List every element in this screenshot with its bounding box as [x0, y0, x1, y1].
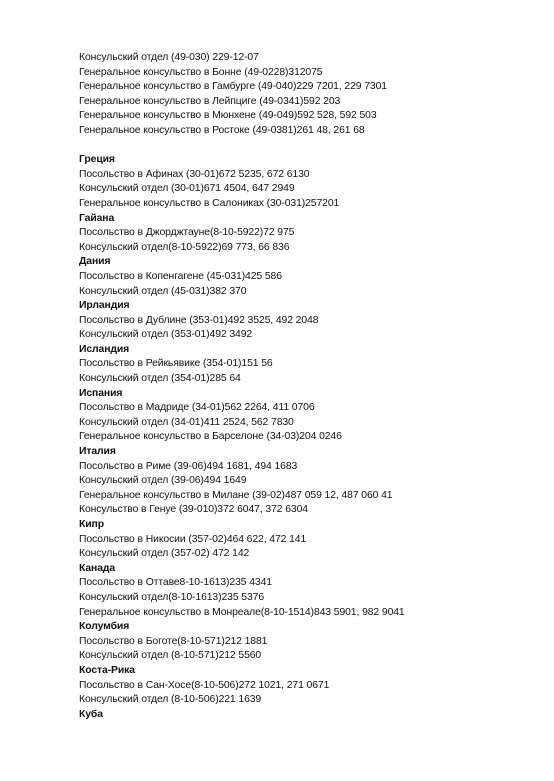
- text-line: Генеральное консульство в Ростоке (49-0381)261 48, 261 68: [79, 124, 365, 136]
- country-heading: Коста-Рика: [79, 664, 135, 676]
- country-heading: Гайана: [79, 212, 115, 224]
- country-heading: Испания: [79, 387, 123, 399]
- text-line: Генеральное консульство в Мюнхене (49-049)592 528, 592 503: [79, 110, 377, 122]
- text-line: Посольство в Риме (39-06)494 1681, 494 1683: [79, 460, 298, 472]
- country-heading: Кипр: [79, 519, 104, 530]
- text-line: Консульский отдел (8-10-506)221 1639: [79, 694, 262, 706]
- text-line: Консульский отдел (353-01)492 3492: [79, 329, 253, 341]
- country-section: [79, 708, 539, 723]
- text-line: Консульский отдел (30-01)671 4504, 647 2949: [79, 183, 295, 195]
- text-line: Посольство в Копенгагене (45-031)425 586: [79, 270, 282, 282]
- text-line: Генеральное консульство в Барселоне (34-03)204 0246: [79, 431, 342, 443]
- country-section: [79, 518, 539, 562]
- text-line: Консульский отдел (34-01)411 2524, 562 7830: [79, 416, 294, 428]
- country-heading: Колумбия: [79, 621, 130, 633]
- text-line: Консульский отдел (8-10-571)212 5560: [79, 650, 262, 662]
- country-section: [79, 445, 539, 518]
- text-line: Консульство в Генуе (39-010)372 6047, 372 6304: [79, 504, 308, 516]
- document-page: [79, 51, 539, 722]
- country-heading: Куба: [79, 708, 103, 720]
- country-section: [79, 153, 539, 211]
- text-line: Посольство в Никосии (357-02)464 622, 472 141: [79, 533, 307, 545]
- text-line: Генеральное консульство в Бонне (49-0228)312075: [79, 66, 323, 78]
- text-line: Консульский отдел(8-10-1613)235 5376: [79, 591, 264, 603]
- text-line: Генеральное консульство в Лейпциге (49-0341)592 203: [79, 95, 341, 107]
- country-section: [79, 255, 539, 299]
- country-heading: Дания: [79, 256, 111, 268]
- country-heading: Италия: [79, 446, 116, 458]
- text-line: Посольство в Мадриде (34-01)562 2264, 411 0706: [79, 402, 315, 414]
- country-heading: Исландия: [79, 343, 130, 355]
- country-sections: [79, 153, 539, 722]
- country-section: [79, 562, 539, 620]
- text-line: Посольство в Афинах (30-01)672 5235, 672 6130: [79, 168, 310, 180]
- text-line: Генеральное консульство в Монреале(8-10-1514)843 5901, 982 9041: [79, 606, 405, 618]
- text-line: Посольство в Оттаве8-10-1613)235 4341: [79, 577, 272, 589]
- text-line: Генеральное консульство в Гамбурге (49-040)229 7201, 229 7301: [79, 81, 387, 93]
- country-section: [79, 387, 539, 445]
- country-heading: Ирландия: [79, 300, 130, 312]
- intro-block: [79, 51, 539, 139]
- text-line: Посольство в Рейкьявике (354-01)151 56: [79, 358, 273, 370]
- text-line: Консульский отдел (354-01)285 64: [79, 373, 241, 385]
- country-heading: Канада: [79, 562, 116, 574]
- text-line: Посольство в Боготе(8-10-571)212 1881: [79, 635, 268, 647]
- text-line: Консульский отдел (49-030) 229-12-07: [79, 52, 259, 63]
- text-line: Консульский отдел (39-06)494 1649: [79, 475, 247, 487]
- country-section: [79, 343, 539, 387]
- text-line: Генеральное консульство в Милане (39-02)487 059 12, 487 060 41: [79, 489, 393, 501]
- country-section: [79, 664, 539, 708]
- text-line: Посольство в Дублине (353-01)492 3525, 492 2048: [79, 314, 319, 326]
- text-line: Посольство в Джорджтауне(8-10-5922)72 975: [79, 227, 295, 239]
- text-line: Посольство в Сан-Хосе(8-10-506)272 1021, 271 0671: [79, 679, 330, 691]
- country-section: [79, 620, 539, 664]
- paragraph-gap: [79, 139, 539, 154]
- text-line: Консульский отдел (45-031)382 370: [79, 285, 247, 297]
- country-section: [79, 212, 539, 256]
- text-line: Консульский отдел (357-02) 472 142: [79, 548, 250, 560]
- text-line: Консульский отдел(8-10-5922)69 773, 66 836: [79, 241, 290, 253]
- text-line: Генеральное консульство в Салониках (30-031)257201: [79, 197, 340, 209]
- country-heading: Греция: [79, 154, 115, 166]
- country-section: [79, 299, 539, 343]
